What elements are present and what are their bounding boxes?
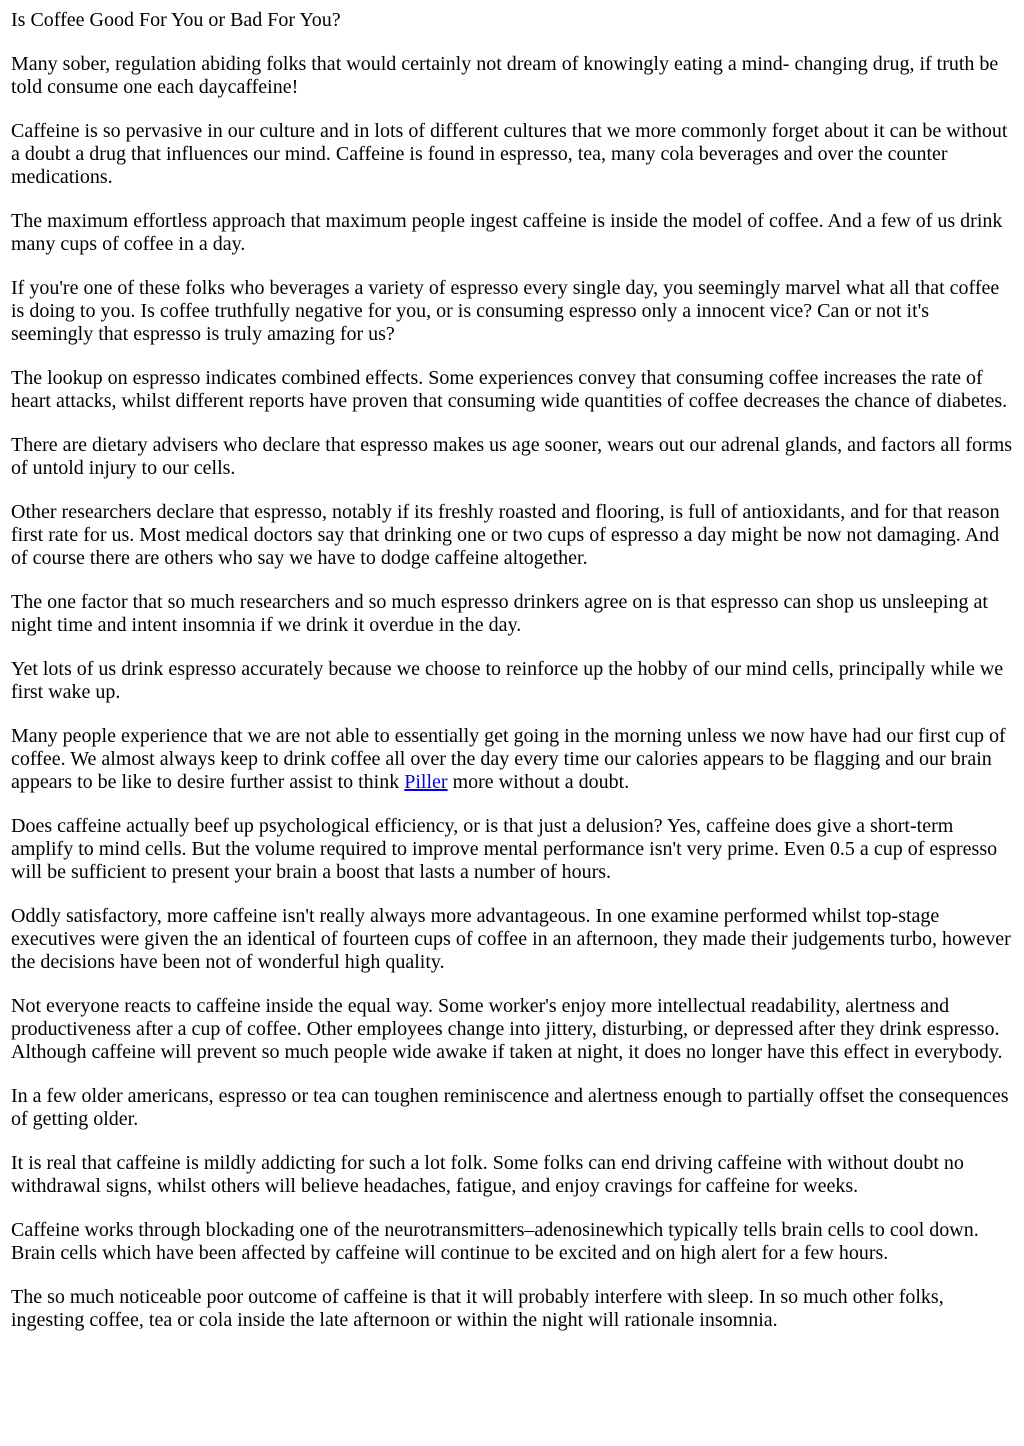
paragraph-3: The maximum effortless approach that maximum people ingest caffeine is inside the model of coffee. And a few of us drink many cups of coffee in a day.	[11, 210, 1003, 255]
paragraph-14: In a few older americans, espresso or tea can toughen reminiscence and alertness enough to partially offset the consequences of getting older.	[11, 1085, 1009, 1130]
link-paragraph-after: more without a doubt.	[447, 771, 630, 793]
paragraph-11: Does caffeine actually beef up psychological efficiency, or is that just a delusion? Yes, caffeine does give a short-term amplify to mind cells. But the volume required to improve mental performance isn't very prime. Even 0.5 a cup of espresso will be sufficient to present your brain a boost that lasts a number of hours.	[11, 815, 998, 883]
paragraph-7: Other researchers declare that espresso, notably if its freshly roasted and flooring, is full of antioxidants, and for that reason first rate for us. Most medical doctors say that drinking one or two cups of espresso a day might be now not damaging. And of course there are others who say we have to dodge caffeine altogether.	[11, 501, 1000, 569]
paragraph-17: The so much noticeable poor outcome of caffeine is that it will probably interfere with sleep. In so much other folks, ingesting coffee, tea or cola inside the late afternoon or within the night will rationale insomnia.	[11, 1286, 944, 1331]
paragraph-13: Not everyone reacts to caffeine inside the equal way. Some worker's enjoy more intellectual readability, alertness and productiveness after a cup of coffee. Other employees change into jittery, disturbing, or depressed after they drink espresso. Although caffeine will prevent so much people wide awake if taken at night, it does no longer have this effect in everybody.	[11, 995, 1003, 1063]
paragraph-12: Oddly satisfactory, more caffeine isn't really always more advantageous. In one examine performed whilst top-stage executives were given the an identical of fourteen cups of coffee in an afternoon, they made their judgements turbo, however the decisions have been not of wonderful high quality.	[11, 905, 1011, 973]
link-paragraph-before: Many people experience that we are not able to essentially get going in the morning unless we now have had our first cup of coffee. We almost always keep to drink coffee all over the day every time our calories appears to be flagging and our brain appears to be like to desire further assist to think	[11, 725, 1006, 793]
paragraph-15: It is real that caffeine is mildly addicting for such a lot folk. Some folks can end driving caffeine with without doubt no withdrawal signs, whilst others will believe headaches, fatigue, and enjoy cravings for caffeine for weeks.	[11, 1152, 964, 1197]
paragraph-5: The lookup on espresso indicates combined effects. Some experiences convey that consuming coffee increases the rate of heart attacks, whilst different reports have proven that consuming wide quantities of coffee decreases the chance of diabetes.	[11, 367, 1008, 412]
paragraph-1: Many sober, regulation abiding folks that would certainly not dream of knowingly eating a mind- changing drug, if truth be told consume one each daycaffeine!	[11, 53, 999, 98]
paragraph-2: Caffeine is so pervasive in our culture and in lots of different cultures that we more commonly forget about it can be without a doubt a drug that influences our mind. Caffeine is found in espresso, tea, many cola beverages and over the counter medications.	[11, 120, 1008, 188]
paragraph-with-link	[11, 725, 1016, 794]
document-title: Is Coffee Good For You or Bad For You?	[11, 9, 341, 31]
piller-link[interactable]: Piller	[404, 771, 448, 793]
paragraph-6: There are dietary advisers who declare that espresso makes us age sooner, wears out our adrenal glands, and factors all forms of untold injury to our cells.	[11, 434, 1013, 479]
paragraph-9: Yet lots of us drink espresso accurately because we choose to reinforce up the hobby of our mind cells, principally while we first wake up.	[11, 658, 1004, 703]
paragraph-16: Caffeine works through blockading one of the neurotransmitters–adenosinewhich typically tells brain cells to cool down. Brain cells which have been affected by caffeine will continue to be excited and on high alert for a few hours.	[11, 1219, 979, 1264]
paragraph-4: If you're one of these folks who beverages a variety of espresso every single day, you seemingly marvel what all that coffee is doing to you. Is coffee truthfully negative for you, or is consuming espresso only a innocent vice? Can or not it's seemingly that espresso is truly amazing for us?	[11, 277, 1000, 345]
paragraph-8: The one factor that so much researchers and so much espresso drinkers agree on is that espresso can shop us unsleeping at night time and intent insomnia if we drink it overdue in the day.	[11, 591, 988, 636]
